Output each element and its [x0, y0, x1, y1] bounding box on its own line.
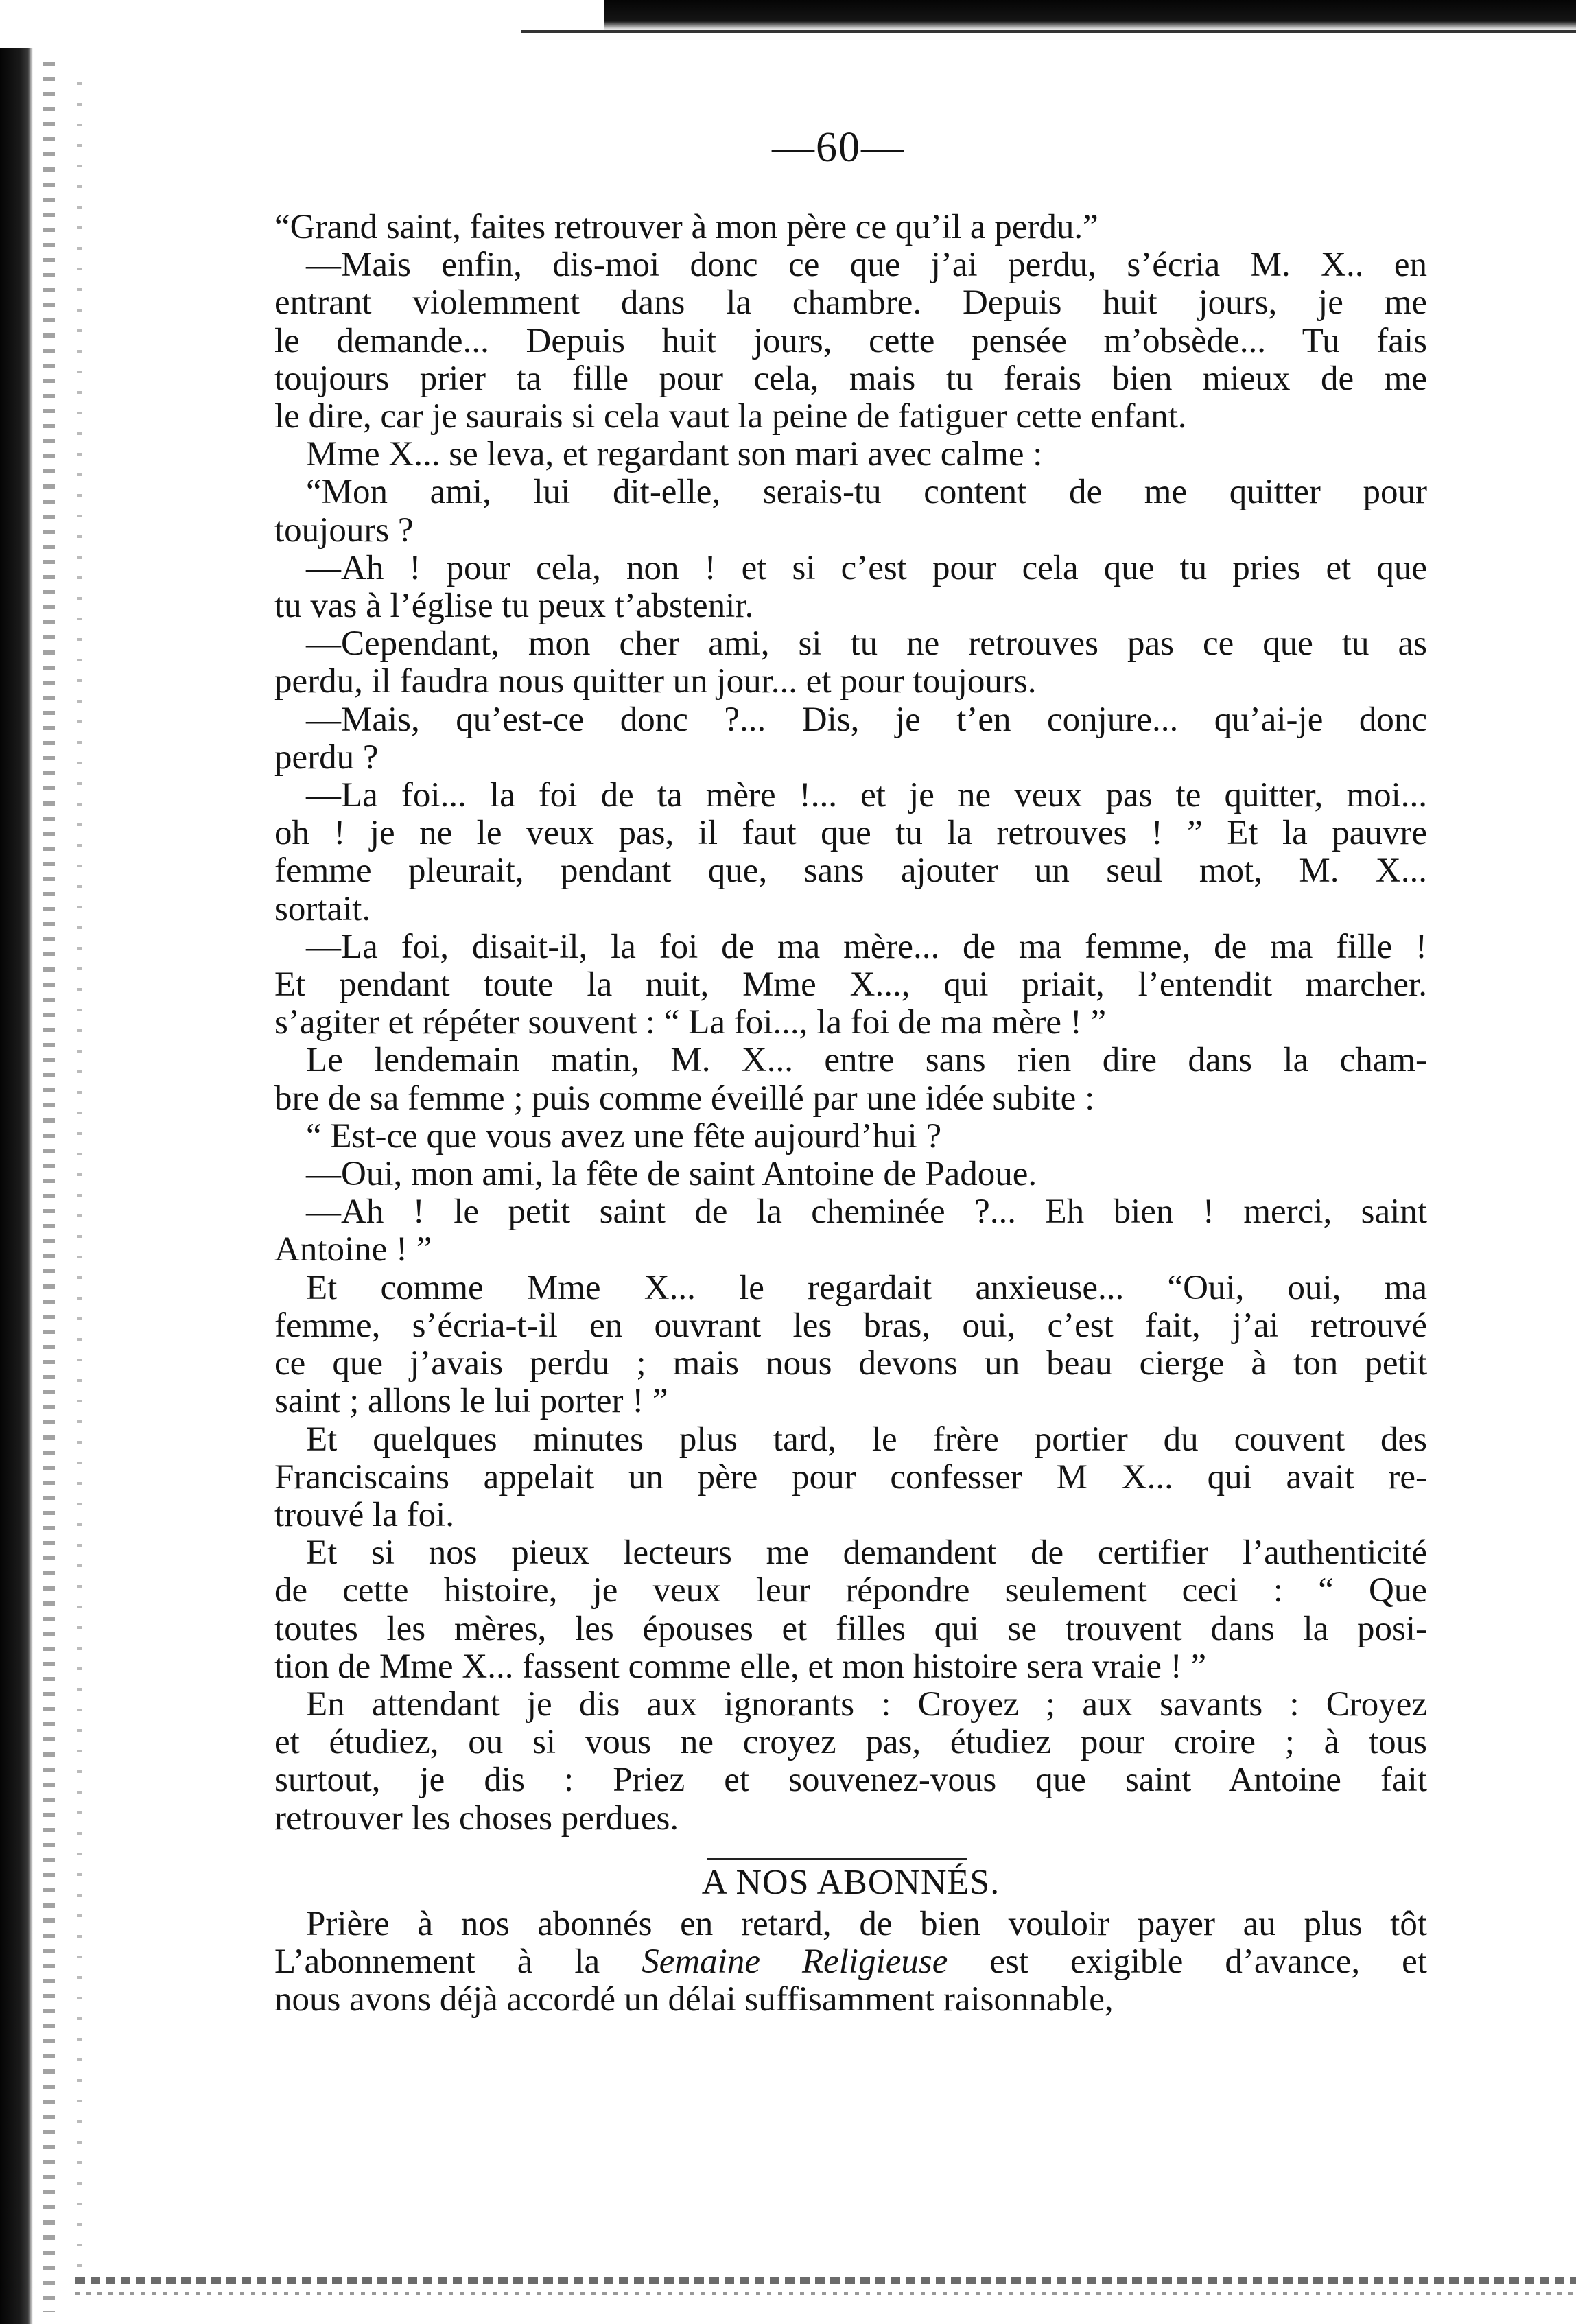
- paragraph: [274, 777, 1427, 928]
- text-line: le dire, car je saurais si cela vaut la peine de fatiguer cette enfant.: [274, 397, 1187, 436]
- text-line: Et si nos pieux lecteurs me demandent de certifier l’authenticité: [306, 1534, 1427, 1573]
- text-line: femme, s’écria-t-il en ouvrant les bras, oui, c’est fait, j’ai retrouvé: [274, 1306, 1427, 1345]
- paragraph: [274, 246, 1427, 436]
- text-line: Le lendemain matin, M. X... entre sans rien dire dans la cham-: [306, 1041, 1427, 1080]
- paragraph: [274, 625, 1427, 701]
- text-line: oh ! je ne le veux pas, il faut que tu la retrouves ! ” Et la pauvre: [274, 814, 1427, 853]
- scan-shadow-top: [604, 0, 1576, 30]
- text-line: et étudiez, ou si vous ne croyez pas, étudiez pour croire ; à tous: [274, 1723, 1427, 1762]
- page-number: —60—: [772, 124, 905, 171]
- text-line: En attendant je dis aux ignorants : Croyez ; aux savants : Croyez: [306, 1685, 1427, 1724]
- article-body: [274, 209, 1427, 2019]
- text-line: Et comme Mme X... le regardait anxieuse... “Oui, oui, ma: [306, 1268, 1427, 1307]
- notice-text: est exigible d’avance, et: [948, 1942, 1427, 1982]
- paragraph: [274, 1269, 1427, 1421]
- text-line: saint ; allons le lui porter ! ”: [274, 1382, 668, 1421]
- text-line: —La foi... la foi de ta mère !... et je ne veux pas te quitter, moi...: [306, 776, 1427, 815]
- text-line: retrouver les choses perdues.: [274, 1798, 679, 1838]
- text-line: Et pendant toute la nuit, Mme X..., qui priait, l’entendit marcher.: [274, 965, 1427, 1005]
- text-line: surtout, je dis : Priez et souvenez-vous que saint Antoine fait: [274, 1761, 1427, 1800]
- text-line: —Mais enfin, dis-moi donc ce que j’ai perdu, s’écria M. X.. en: [306, 246, 1427, 285]
- paragraph: [274, 209, 1427, 246]
- text-line: trouvé la foi.: [274, 1495, 454, 1534]
- text-line: perdu ?: [274, 738, 379, 777]
- paragraph: [274, 1193, 1427, 1269]
- scan-artifact-left: [43, 62, 55, 2312]
- text-line: bre de sa femme ; puis comme éveillé par une idée subite :: [274, 1079, 1095, 1118]
- scan-edge-bottom-2: [75, 2292, 1576, 2295]
- notice-heading: A NOS ABONNÉS.: [701, 1862, 1000, 1902]
- notice-line: Prière à nos abonnés en retard, de bien vouloir payer au plus tôt: [306, 1904, 1427, 1943]
- text-line: ce que j’avais perdu ; mais nous devons un beau cierge à ton petit: [274, 1344, 1427, 1383]
- text-line: “Grand saint, faites retrouver à mon père ce qu’il a perdu.”: [274, 208, 1098, 246]
- text-line: “Mon ami, lui dit-elle, serais-tu content de me quitter pour: [306, 473, 1427, 512]
- paragraph: [274, 701, 1427, 777]
- text-line: perdu, il faudra nous quitter un jour... et pour toujours.: [274, 662, 1037, 701]
- paragraph: [274, 1155, 1427, 1193]
- section-divider: [707, 1858, 967, 1860]
- text-line: de cette histoire, je veux leur répondre seulement ceci : “ Que: [274, 1571, 1427, 1610]
- text-line: Mme X... se leva, et regardant son mari avec calme :: [306, 435, 1043, 474]
- text-line: toujours prier ta fille pour cela, mais tu ferais bien mieux de me: [274, 359, 1427, 398]
- paragraph: [274, 550, 1427, 625]
- notice-text: L’abonnement à la: [274, 1942, 642, 1982]
- scan-shadow-left: [0, 48, 33, 2324]
- text-line: femme pleurait, pendant que, sans ajouter un seul mot, M. X...: [274, 852, 1427, 891]
- text-line: Franciscains appelait un père pour confesser M X... qui avait re-: [274, 1457, 1427, 1496]
- notice-line: nous avons déjà accordé un délai suffisamment raisonnable,: [274, 1980, 1114, 2019]
- paragraph: [274, 436, 1427, 473]
- text-line: tion de Mme X... fassent comme elle, et mon histoire sera vraie ! ”: [274, 1647, 1207, 1686]
- text-line: s’agiter et répéter souvent : “ La foi..., la foi de ma mère ! ”: [274, 1003, 1107, 1042]
- text-line: —La foi, disait-il, la foi de ma mère... de ma femme, de ma fille !: [306, 927, 1427, 966]
- paragraph: [274, 1042, 1427, 1117]
- publication-title: Semaine Religieuse: [642, 1942, 948, 1982]
- text-line: —Mais, qu’est-ce donc ?... Dis, je t’en conjure... qu’ai-je donc: [306, 700, 1427, 739]
- paragraph: [274, 1421, 1427, 1535]
- scan-edge-top-line: [521, 30, 1576, 33]
- text-line: Antoine ! ”: [274, 1230, 432, 1269]
- text-line: sortait.: [274, 889, 371, 928]
- text-line: toujours ?: [274, 510, 414, 550]
- paragraph: [274, 1686, 1427, 1838]
- text-line: —Ah ! pour cela, non ! et si c’est pour cela que tu pries et que: [306, 548, 1427, 587]
- text-line: “ Est-ce que vous avez une fête aujourd’hui ?: [306, 1116, 942, 1155]
- text-line: Et quelques minutes plus tard, le frère portier du couvent des: [306, 1420, 1427, 1459]
- text-line: —Oui, mon ami, la fête de saint Antoine de Padoue.: [306, 1155, 1037, 1194]
- paragraph: [274, 1118, 1427, 1155]
- paragraph: [274, 1534, 1427, 1686]
- paragraph: [274, 473, 1427, 549]
- text-line: —Ah ! le petit saint de la cheminée ?... Eh bien ! merci, saint: [306, 1193, 1427, 1232]
- scan-edge-bottom: [75, 2277, 1576, 2284]
- text-line: le demande... Depuis huit jours, cette pensée m’obsède... Tu fais: [274, 321, 1427, 360]
- text-line: entrant violemment dans la chambre. Depuis huit jours, je me: [274, 283, 1427, 322]
- paragraph: [274, 928, 1427, 1042]
- scan-artifact-left-inner: [77, 82, 82, 2278]
- text-line: toutes les mères, les épouses et filles qui se trouvent dans la posi-: [274, 1609, 1427, 1648]
- text-line: tu vas à l’église tu peux t’abstenir.: [274, 587, 754, 626]
- text-line: —Cependant, mon cher ami, si tu ne retrouves pas ce que tu as: [306, 624, 1427, 664]
- notice-line: [274, 1943, 1427, 1981]
